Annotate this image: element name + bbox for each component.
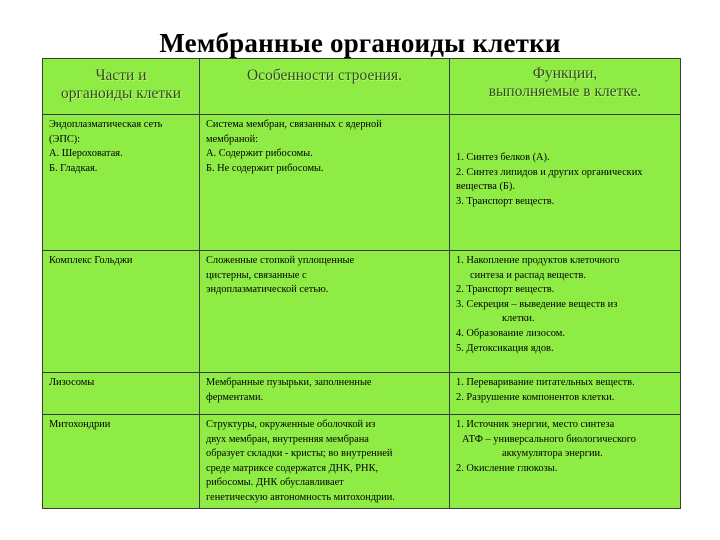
cell-line: 1. Источник энергии, место синтеза (456, 419, 615, 430)
cell-line: 1. Накопление продуктов клеточного (456, 255, 620, 266)
cell-line: 5. Детоксикация ядов. (456, 342, 554, 354)
cell-part (43, 115, 200, 251)
cell-line: двух мембран, внутренняя мембрана (206, 433, 369, 445)
cell-line: 3. Секреция – выведение веществ из (456, 298, 618, 310)
cell-line: (ЭПС): (49, 133, 81, 145)
header-structure (200, 59, 450, 115)
cell-line: среде матриксе содержатся ДНК, РНК, (206, 462, 379, 474)
cell-line: 2. Разрушение компонентов клетки. (456, 391, 615, 403)
cell-line: образует складки - кристы; во внутренней (206, 448, 393, 460)
header-functions-line: выполняемые в клетке. (488, 83, 642, 100)
cell-line: 2. Синтез липидов и других органических (456, 166, 643, 178)
cell-line: Б. Гладкая. (49, 162, 98, 174)
header-parts-line: органоиды клетки (61, 85, 181, 102)
header-functions (450, 59, 681, 115)
cell-line: вещества (Б). (456, 181, 515, 193)
cell-line: эндоплазматической сетью. (206, 284, 329, 296)
cell-line: Эндоплазматическая сеть (49, 119, 163, 130)
cell-line: Лизосомы (49, 377, 95, 388)
cell-structure (200, 373, 450, 415)
cell-functions (450, 415, 681, 509)
cell-line: АТФ – универсального биологического (462, 433, 636, 445)
cell-part (43, 373, 200, 415)
cell-line: клетки. (502, 313, 535, 325)
page-title: Мембранные органоиды клетки (159, 28, 561, 58)
cell-functions (450, 251, 681, 373)
cell-line: 4. Образование лизосом. (456, 327, 565, 339)
cell-line: Система мембран, связанных с ядерной (206, 119, 382, 130)
cell-structure (200, 415, 450, 509)
cell-line: рибосомы. ДНК обуславливает (206, 477, 344, 489)
table-row (43, 251, 681, 373)
cell-line: А. Содержит рибосомы. (206, 148, 313, 160)
header-parts-line: Части и (95, 67, 147, 84)
cell-line: 2. Окисление глюкозы. (456, 462, 558, 474)
cell-part (43, 251, 200, 373)
cell-functions (450, 373, 681, 415)
header-parts (43, 59, 200, 115)
cell-line: 3. Транспорт веществ. (456, 195, 555, 207)
cell-line: 1. Переваривание питательных веществ. (456, 377, 635, 388)
cell-line: Б. Не содержит рибосомы. (206, 162, 324, 174)
cell-line: Митохондрии (49, 419, 111, 430)
cell-line: Мембранные пузырьки, заполненные (206, 377, 372, 388)
cell-line: Комплекс Гольджи (49, 255, 133, 266)
organelles-table (42, 58, 681, 509)
cell-line: 2. Транспорт веществ. (456, 284, 555, 296)
table-row (43, 115, 681, 251)
header-functions-line: Функции, (532, 65, 598, 82)
table-row (43, 373, 681, 415)
cell-line: А. Шероховатая. (49, 148, 123, 160)
cell-part (43, 415, 200, 509)
cell-line: 1. Синтез белков (А). (456, 152, 550, 163)
table-row (43, 415, 681, 509)
cell-line: генетическую автономность митохондрии. (206, 491, 395, 503)
cell-line: мембраной: (206, 133, 259, 145)
cell-line: Сложенные стопкой уплощенные (206, 255, 355, 266)
cell-functions (450, 115, 681, 251)
cell-line: аккумулятора энергии. (502, 448, 603, 460)
cell-line: цистерны, связанные с (206, 269, 307, 281)
cell-line: ферментами. (206, 391, 264, 403)
table-header-row (43, 59, 681, 115)
cell-structure (200, 251, 450, 373)
cell-structure (200, 115, 450, 251)
cell-line: синтеза и распад веществ. (470, 269, 586, 281)
header-structure-line: Особенности строения. (247, 67, 402, 84)
cell-line: Структуры, окруженные оболочкой из (206, 419, 376, 430)
